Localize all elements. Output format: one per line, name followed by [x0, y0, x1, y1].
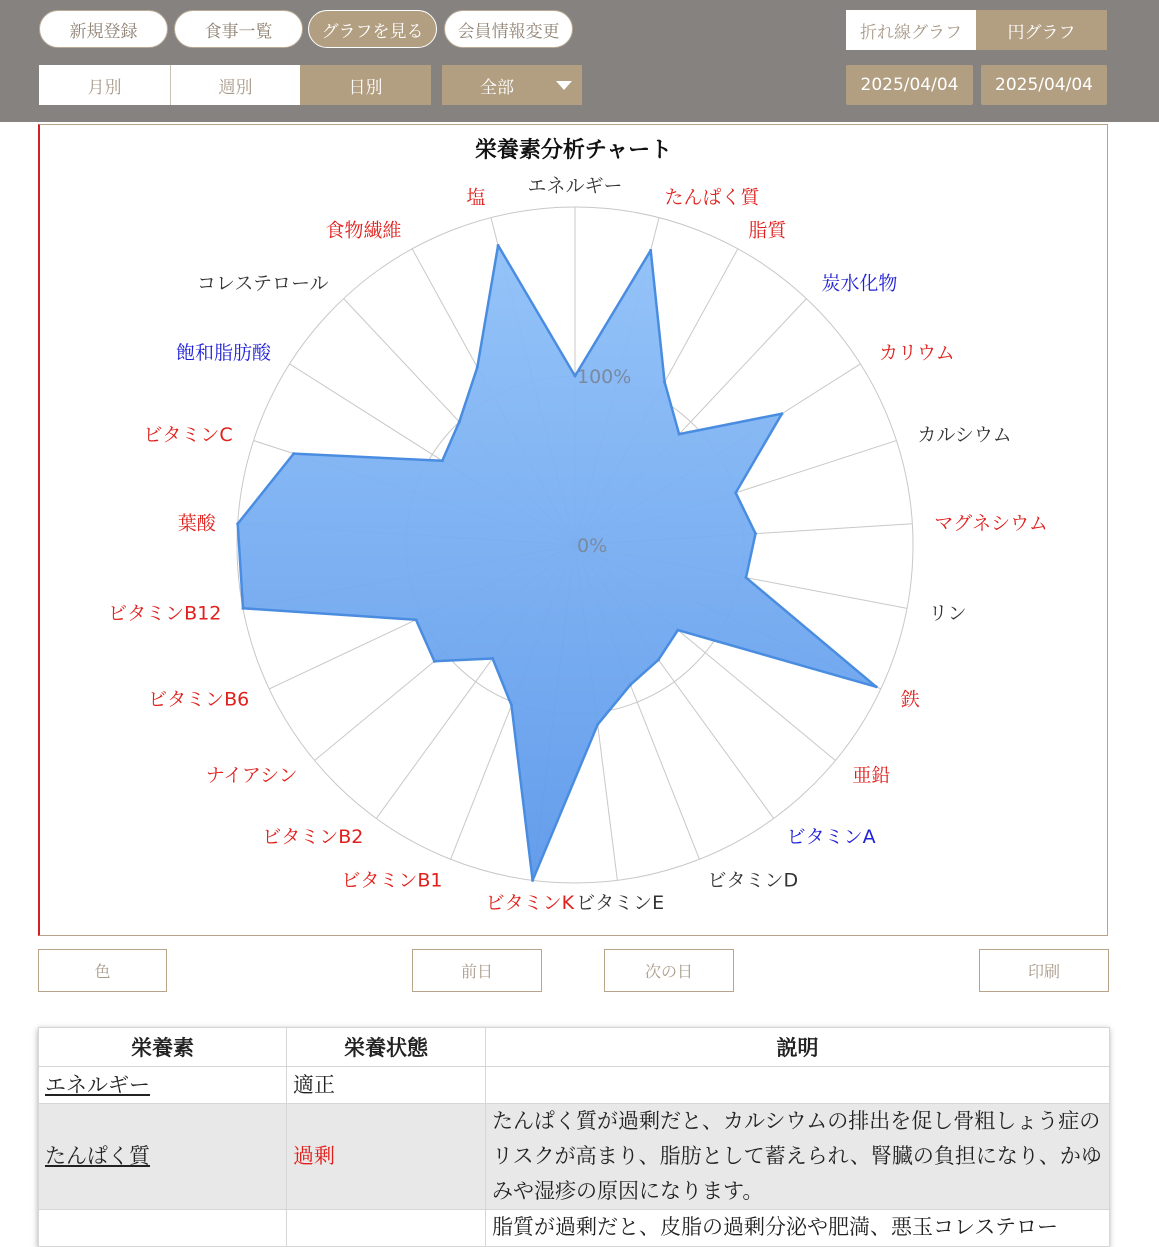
next-day-button[interactable]: 次の日 — [604, 949, 734, 992]
radar-chart — [40, 125, 1108, 935]
axis-label-7: マグネシウム — [934, 512, 1048, 535]
top-toolbar — [0, 0, 1159, 122]
data-point-6 — [734, 491, 737, 494]
axis-label-18: ビタミンB6 — [148, 688, 250, 711]
axis-label-13: ビタミンE — [576, 892, 665, 915]
data-point-2 — [649, 249, 652, 252]
data-point-20 — [236, 522, 239, 525]
axis-label-21: ビタミンC — [143, 423, 233, 446]
axis-label-14: ビタミンK — [485, 892, 575, 915]
data-point-16 — [491, 657, 494, 660]
table-row — [39, 1104, 1110, 1210]
axis-label-6: カルシウム — [917, 423, 1012, 446]
end-date-field[interactable]: 2025/04/04 — [981, 65, 1107, 105]
status-cell: 過剰 — [287, 1104, 486, 1210]
prev-day-button[interactable]: 前日 — [412, 949, 542, 992]
chevron-down-icon — [556, 81, 572, 90]
axis-label-16: ビタミンB2 — [262, 826, 364, 849]
filter-selected-label: 全部 — [480, 77, 514, 98]
line-graph-tab[interactable]: 折れ線グラフ — [846, 10, 976, 50]
period-tab-weekly[interactable]: 週別 — [170, 65, 300, 105]
axis-label-4: 炭水化物 — [821, 272, 898, 295]
axis-label-22: 飽和脂肪酸 — [176, 342, 272, 365]
status-cell — [287, 1210, 486, 1247]
data-point-17 — [433, 660, 436, 663]
axis-label-23: コレステロール — [196, 272, 329, 295]
data-point-18 — [414, 618, 417, 621]
scale-label-100: 100% — [577, 366, 632, 388]
data-point-21 — [292, 452, 295, 455]
data-point-11 — [657, 658, 660, 661]
member-info-button[interactable]: 会員情報変更 — [444, 10, 573, 48]
table-row — [39, 1210, 1110, 1247]
data-point-9 — [875, 685, 878, 688]
axis-label-25: 塩 — [466, 186, 486, 209]
filter-select[interactable] — [442, 65, 582, 105]
data-point-23 — [458, 420, 461, 423]
axis-label-17: ナイアシン — [205, 764, 298, 787]
nutrient-link[interactable]: たんぱく質 — [45, 1144, 150, 1168]
column-header-status: 栄養状態 — [287, 1028, 486, 1067]
chart-title: 栄養素分析チャート — [474, 138, 673, 163]
data-point-7 — [754, 532, 757, 535]
status-cell: 適正 — [287, 1067, 486, 1104]
axis-label-3: 脂質 — [748, 219, 787, 242]
data-point-15 — [510, 704, 513, 707]
data-point-14 — [531, 879, 534, 882]
axis-label-20: 葉酸 — [177, 512, 216, 535]
period-tab-monthly[interactable]: 月別 — [39, 65, 170, 105]
data-point-5 — [780, 412, 783, 415]
axis-label-9: 鉄 — [900, 688, 920, 711]
pie-graph-tab[interactable]: 円グラフ — [976, 10, 1107, 50]
nutrient-link[interactable]: エネルギー — [45, 1072, 150, 1097]
column-header-nutrient: 栄養素 — [39, 1028, 287, 1067]
nutrient-table — [38, 1027, 1109, 1247]
data-point-19 — [241, 607, 244, 610]
column-header-description: 説明 — [486, 1028, 1110, 1067]
series-area — [238, 245, 877, 880]
data-point-22 — [441, 459, 444, 462]
nutrient-cell — [39, 1210, 287, 1247]
start-date-field[interactable]: 2025/04/04 — [846, 65, 973, 105]
axis-label-10: 亜鉛 — [852, 764, 891, 787]
description-cell — [486, 1067, 1110, 1104]
scale-label-0: 0% — [577, 535, 608, 557]
data-point-4 — [678, 433, 681, 436]
axis-label-19: ビタミンB12 — [108, 602, 222, 625]
data-point-25 — [497, 244, 500, 247]
description-cell: たんぱく質が過剰だと、カルシウムの排出を促し骨粗しょう症のリスクが高まり、脂肪として蓄えられ、腎臓の負担になり、かゆみや湿疹の原因になります。 — [486, 1104, 1110, 1210]
axis-label-5: カリウム — [878, 342, 955, 365]
axis-label-1: エネルギー — [527, 175, 623, 197]
chart-panel — [38, 124, 1108, 936]
axis-label-11: ビタミンA — [786, 826, 876, 849]
data-point-13 — [596, 723, 599, 726]
table-row — [39, 1067, 1110, 1104]
view-graph-button[interactable]: グラフを見る — [308, 10, 437, 48]
data-point-8 — [744, 576, 747, 579]
axis-label-8: リン — [928, 602, 967, 625]
axis-label-12: ビタミンD — [707, 869, 799, 892]
axis-label-2: たんぱく質 — [664, 186, 760, 209]
axis-label-15: ビタミンB1 — [341, 869, 443, 892]
color-button[interactable]: 色 — [38, 949, 167, 992]
description-cell: 脂質が過剰だと、皮脂の過剰分泌や肥満、悪玉コレステロー — [486, 1210, 1110, 1247]
data-point-24 — [476, 366, 479, 369]
meal-list-button[interactable]: 食事一覧 — [174, 10, 303, 48]
axis-label-24: 食物繊維 — [325, 219, 402, 242]
data-point-3 — [663, 381, 666, 384]
period-tab-daily[interactable]: 日別 — [300, 65, 431, 105]
register-button[interactable]: 新規登録 — [39, 10, 168, 48]
data-point-12 — [629, 683, 632, 686]
data-point-10 — [676, 629, 679, 632]
print-button[interactable]: 印刷 — [979, 949, 1109, 992]
